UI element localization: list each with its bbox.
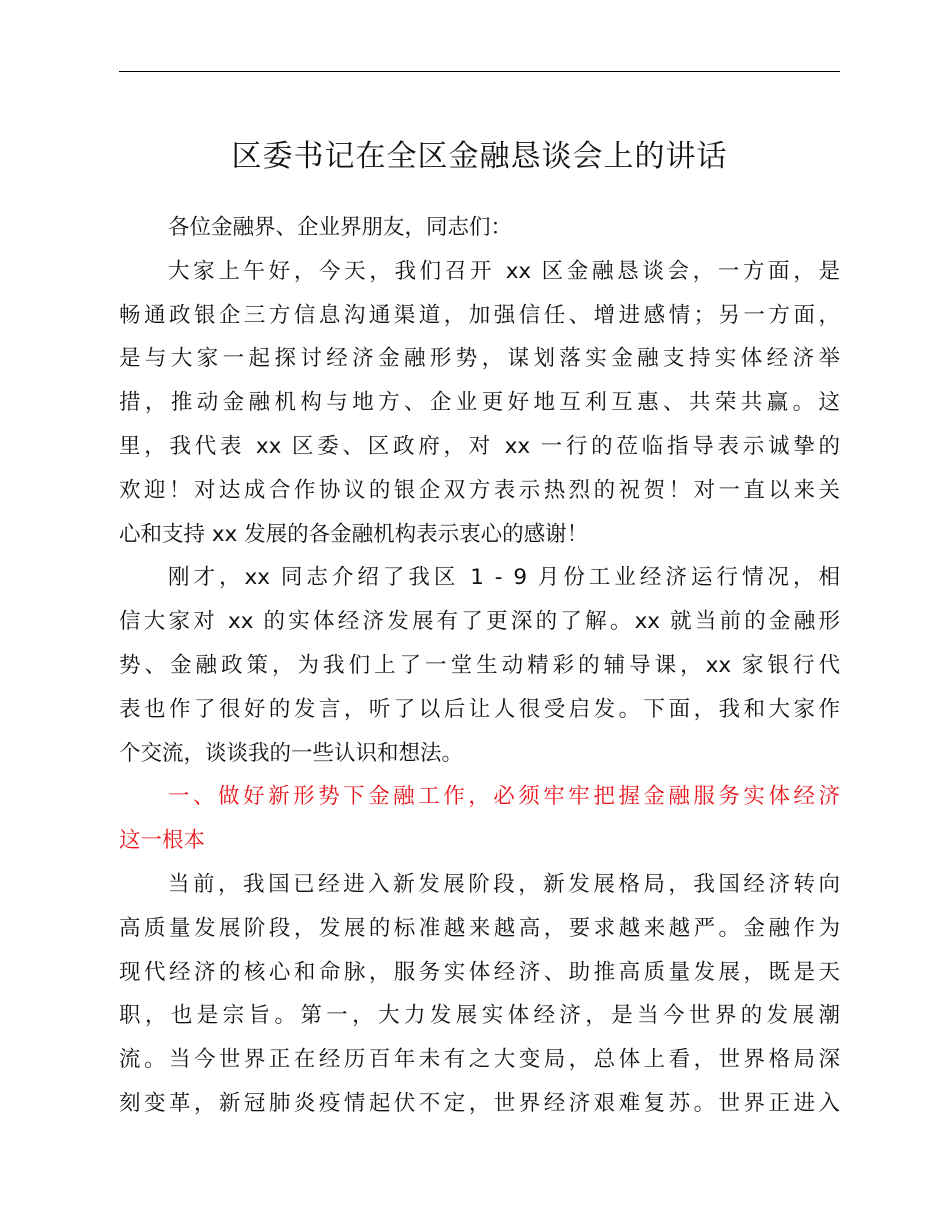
paragraph-line: 各位金融界、企业界朋友，同志们： [168, 215, 513, 240]
paragraph-line: 高质量发展阶段，发展的标准越来越高，要求越来越严。金融作为 [119, 915, 840, 941]
paragraph-line: 当前，我国已经进入新发展阶段，新发展格局，我国经济转向 [168, 871, 840, 897]
section-heading-line: 一、做好新形势下金融工作，必须牢牢把握金融服务实体经济 [168, 784, 840, 810]
paragraph-line: 职，也是宗旨。第一，大力发展实体经济，是当今世界的发展潮 [119, 1003, 840, 1029]
paragraph-line: 是与大家一起探讨经济金融形势，谋划落实金融支持实体经济举 [119, 346, 840, 372]
paragraph-line: 畅通政银企三方信息沟通渠道，加强信任、增进感情；另一方面， [119, 302, 840, 328]
paragraph-line: 刻变革，新冠肺炎疫情起伏不定，世界经济艰难复苏。世界正进入 [119, 1090, 840, 1116]
header-rule [119, 71, 840, 72]
paragraph-line: 刚才，xx 同志介绍了我区 1 - 9 月份工业经济运行情况，相 [168, 565, 840, 591]
paragraph-line: 势、金融政策，为我们上了一堂生动精彩的辅导课，xx 家银行代 [119, 652, 840, 678]
paragraph-line: 信大家对 xx 的实体经济发展有了更深的了解。xx 就当前的金融形 [119, 609, 840, 635]
document-body [119, 206, 840, 1126]
paragraph-line: 欢迎！对达成合作协议的银企双方表示热烈的祝贺！对一直以来关 [119, 477, 840, 503]
paragraph-line: 表也作了很好的发言，听了以后让人很受启发。下面，我和大家作 [119, 696, 840, 722]
paragraph-line: 个交流，谈谈我的一些认识和想法。 [119, 740, 464, 766]
paragraph-line: 里，我代表 xx 区委、区政府，对 xx 一行的莅临指导表示诚挚的 [119, 433, 840, 459]
paragraph-line: 现代经济的核心和命脉，服务实体经济、助推高质量发展，既是天 [119, 959, 840, 985]
paragraph-line: 大家上午好，今天，我们召开 xx 区金融恳谈会，一方面，是 [168, 258, 840, 284]
document-title: 区委书记在全区金融恳谈会上的讲话 [231, 139, 728, 174]
paragraph-line: 措，推动金融机构与地方、企业更好地互利互惠、共荣共赢。这 [119, 390, 840, 416]
section-heading-line: 这一根本 [119, 828, 206, 854]
paragraph-line: 心和支持 xx 发展的各金融机构表示衷心的感谢！ [119, 521, 589, 547]
paragraph-line: 流。当今世界正在经历百年未有之大变局，总体上看，世界格局深 [119, 1047, 840, 1073]
